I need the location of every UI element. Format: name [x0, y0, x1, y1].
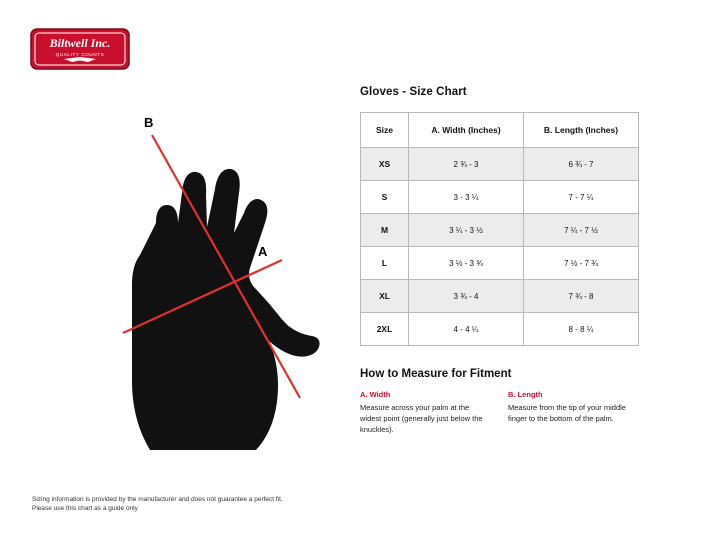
- how-to-measure-title: How to Measure for Fitment: [360, 368, 512, 380]
- cell-length: 8 - 8 ¼: [524, 313, 639, 346]
- label-a: A: [258, 244, 268, 259]
- cell-size: M: [361, 214, 409, 247]
- cell-width: 3 ¼ - 3 ½: [409, 214, 524, 247]
- cell-size: L: [361, 247, 409, 280]
- footer-line-1: Sizing information is provided by the manufacturer and does not guarantee a perfect fit.: [32, 495, 283, 503]
- cell-width: 4 - 4 ¼: [409, 313, 524, 346]
- cell-width: 2 ¾ - 3: [409, 148, 524, 181]
- cell-width: 3 ¾ - 4: [409, 280, 524, 313]
- cell-length: 7 ¾ - 8: [524, 280, 639, 313]
- hand-illustration: [60, 105, 360, 450]
- cell-width: 3 ½ - 3 ¾: [409, 247, 524, 280]
- size-chart-panel: [360, 86, 638, 436]
- footer-line-2: Please use this chart as a guide only: [32, 505, 138, 513]
- cell-length: 7 ¼ - 7 ½: [524, 214, 639, 247]
- cell-size: S: [361, 181, 409, 214]
- cell-length: 6 ¾ - 7: [524, 148, 639, 181]
- brand-logo: [30, 28, 130, 70]
- hand-silhouette: [132, 169, 320, 450]
- cell-width: 3 - 3 ¼: [409, 181, 524, 214]
- howto-length-block: [508, 390, 638, 436]
- column-header-size: Size: [361, 113, 409, 148]
- how-to-measure-section: [360, 368, 638, 436]
- cell-size: 2XL: [361, 313, 409, 346]
- cell-size: XS: [361, 148, 409, 181]
- column-header-length: B. Length (Inches): [524, 113, 639, 148]
- howto-length-heading: B. Length: [508, 390, 543, 399]
- howto-width-heading: A. Width: [360, 390, 391, 399]
- svg-text:Biltwell Inc.: Biltwell Inc.: [49, 36, 111, 50]
- howto-length-text: Measure from the tip of your middle finger to the bottom of the palm.: [508, 403, 626, 423]
- footer-disclaimer: [32, 495, 362, 515]
- table-row: [361, 181, 639, 214]
- table-row: [361, 313, 639, 346]
- table-row: [361, 247, 639, 280]
- table-row: [361, 148, 639, 181]
- table-row: [361, 214, 639, 247]
- howto-width-block: [360, 390, 490, 436]
- chart-title: Gloves - Size Chart: [360, 86, 467, 98]
- cell-size: XL: [361, 280, 409, 313]
- column-header-width: A. Width (Inches): [409, 113, 524, 148]
- cell-length: 7 ½ - 7 ¾: [524, 247, 639, 280]
- table-header-row: [361, 113, 639, 148]
- howto-width-text: Measure across your palm at the widest point (generally just below the knuckles).: [360, 403, 483, 434]
- svg-text:QUALITY COUNTS: QUALITY COUNTS: [55, 52, 105, 57]
- size-chart-table: [360, 112, 639, 346]
- table-row: [361, 280, 639, 313]
- cell-length: 7 - 7 ¼: [524, 181, 639, 214]
- label-b: B: [144, 115, 154, 130]
